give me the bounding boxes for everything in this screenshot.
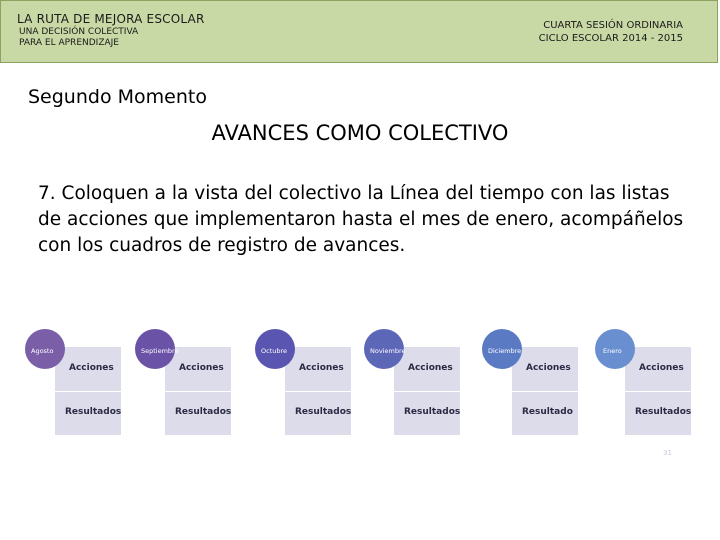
resultados-label: Resultados [295, 407, 352, 417]
month-panel [165, 347, 231, 435]
month-panel [285, 347, 351, 435]
acciones-label: Acciones [299, 363, 344, 373]
month-panel [625, 347, 691, 435]
section-heading: AVANCES COMO COLECTIVO [211, 121, 509, 145]
resultados-label: Resultados [404, 407, 461, 417]
resultados-label: Resultados [175, 407, 232, 417]
acciones-label: Acciones [408, 363, 453, 373]
month-name: Agosto [31, 347, 54, 355]
instruction-text: 7. Coloquen a la vista del colectivo la Línea del tiempo con las listas de acciones que implementaron hasta el mes de enero, acompáñelos con los cuadros de registro de avances. [38, 183, 684, 256]
acciones-label: Acciones [526, 363, 571, 373]
month-name: Septiembre [141, 347, 179, 355]
header-title: LA RUTA DE MEJORA ESCOLAR [17, 12, 205, 26]
month-panel [512, 347, 578, 435]
session-label: CUARTA SESIÓN ORDINARIA [543, 20, 683, 31]
acciones-label: Acciones [639, 363, 684, 373]
month-name: Octubre [261, 347, 288, 355]
page-number: 31 [663, 449, 672, 457]
month-panel [394, 347, 460, 435]
header-subtitle-line-2: PARA EL APRENDIZAJE [19, 38, 119, 48]
acciones-label: Acciones [179, 363, 224, 373]
resultados-label: Resultado [522, 407, 573, 417]
resultados-label: Resultados [635, 407, 692, 417]
resultados-label: Resultados [65, 407, 122, 417]
month-name: Enero [603, 347, 622, 355]
month-name: Diciembre [488, 347, 522, 355]
month-panel [55, 347, 121, 435]
timeline-month-enero [595, 319, 720, 439]
month-name: Noviembre [370, 347, 406, 355]
header-subtitle-line-1: UNA DECISIÓN COLECTIVA [19, 27, 139, 37]
school-cycle-label: CICLO ESCOLAR 2014 - 2015 [538, 33, 683, 44]
acciones-label: Acciones [69, 363, 114, 373]
slide-header [0, 0, 718, 63]
moment-title: Segundo Momento [28, 86, 207, 108]
